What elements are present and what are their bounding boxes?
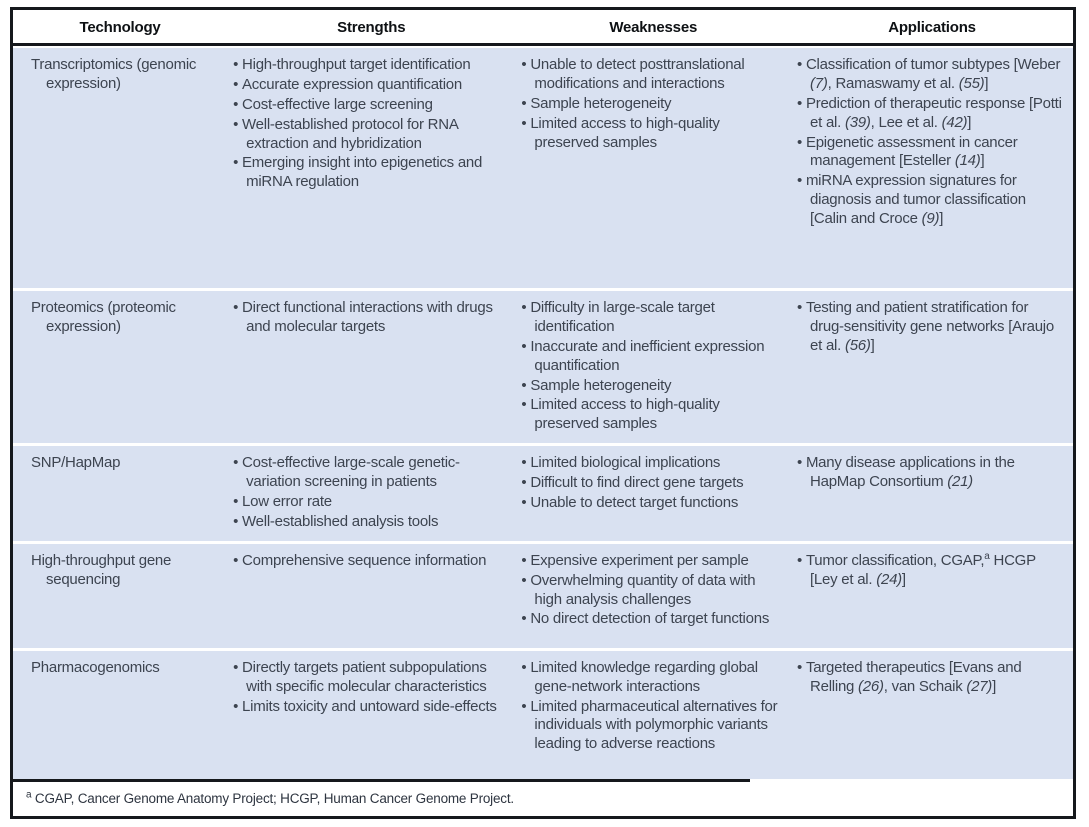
column-header-applications: Applications (888, 19, 976, 36)
strengths-cell (227, 48, 515, 288)
bullet-item: • Emerging insight into epigenetics and miRNA regulation (233, 154, 505, 192)
bullet-list (233, 552, 505, 571)
bullet-list (797, 552, 1063, 590)
table-row (13, 48, 1073, 288)
bullet-item: • Well-established protocol for RNA extraction and hybridization (233, 116, 505, 154)
bullet-item: • Limited biological implications (521, 454, 781, 473)
bullet-item: • Difficult to find direct gene targets (521, 474, 781, 493)
bullet-list (521, 56, 781, 152)
bullet-item: • miRNA expression signatures for diagnosis and tumor classification [Calin and Croce (9)] (797, 172, 1063, 229)
bullet-item: • Cost-effective large screening (233, 96, 505, 115)
bullet-item: • Tumor classification, CGAP,$^a$ HCGP [Ley et al. (24)] (797, 552, 1063, 590)
bullet-item: • High-throughput target identification (233, 56, 505, 75)
weaknesses-cell (515, 48, 791, 288)
technology-label: Pharmacogenomics (31, 658, 160, 676)
bullet-item: • Targeted therapeutics [Evans and Relling (26), van Schaik (27)] (797, 659, 1063, 697)
bullet-item: • Cost-effective large-scale genetic-variation screening in patients (233, 454, 505, 492)
bullet-list (797, 454, 1063, 492)
bullet-list (521, 299, 781, 434)
bullet-item: • Unable to detect target functions (521, 494, 781, 513)
column-header-weaknesses: Weaknesses (609, 19, 698, 36)
technology-cell (13, 291, 227, 443)
technology-cell (13, 544, 227, 648)
table-footnote: $^a$ CGAP, Cancer Genome Anatomy Project; HCGP, Human Cancer Genome Project. (13, 782, 1073, 816)
technology-label: Proteomics (proteomic expression) (31, 299, 176, 335)
table-body (13, 46, 1073, 779)
bullet-item: • Sample heterogeneity (521, 95, 781, 114)
bullet-list (233, 659, 505, 717)
bullet-item: • Comprehensive sequence information (233, 552, 505, 571)
applications-cell (791, 48, 1073, 288)
applications-cell (791, 291, 1073, 443)
bullet-list (233, 299, 505, 337)
technology-label: Transcriptomics (genomic expression) (31, 56, 197, 92)
bullet-item: • Inaccurate and inefficient expression quantification (521, 338, 781, 376)
bullet-item: • Limited knowledge regarding global gene-network interactions (521, 659, 781, 697)
bullet-item: • Limited pharmaceutical alternatives for individuals with polymorphic variants leading to adverse reactions (521, 698, 781, 755)
bullet-list (797, 299, 1063, 356)
bullet-item: • Directly targets patient subpopulations with specific molecular characteristics (233, 659, 505, 697)
table-row (13, 544, 1073, 648)
bullet-item: • Prediction of therapeutic response [Potti et al. (39), Lee et al. (42)] (797, 95, 1063, 133)
bullet-item: • Well-established analysis tools (233, 513, 505, 532)
strengths-cell (227, 446, 515, 541)
bullet-item: • Low error rate (233, 493, 505, 512)
bullet-item: • Epigenetic assessment in cancer management [Esteller (14)] (797, 134, 1063, 172)
weaknesses-cell (515, 544, 791, 648)
bullet-item: • No direct detection of target functions (521, 610, 781, 629)
bullet-list (233, 56, 505, 192)
column-header-technology: Technology (79, 19, 161, 36)
bullet-item: • Limits toxicity and untoward side-effects (233, 698, 505, 717)
applications-cell (791, 446, 1073, 541)
bullet-item: • Unable to detect posttranslational modifications and interactions (521, 56, 781, 94)
bullet-list (521, 552, 781, 630)
table-header-row (13, 10, 1073, 46)
bullet-list (233, 454, 505, 532)
strengths-cell (227, 291, 515, 443)
table-row (13, 651, 1073, 779)
technology-cell (13, 651, 227, 779)
bullet-item: • Testing and patient stratification for drug-sensitivity gene networks [Araujo et al. (56)] (797, 299, 1063, 356)
bullet-item: • Accurate expression quantification (233, 76, 505, 95)
bullet-item: • Limited access to high-quality preserved samples (521, 115, 781, 153)
table-row (13, 446, 1073, 541)
bullet-item: • Sample heterogeneity (521, 377, 781, 396)
weaknesses-cell (515, 651, 791, 779)
weaknesses-cell (515, 446, 791, 541)
bullet-item: • Limited access to high-quality preserved samples (521, 396, 781, 434)
table-row (13, 291, 1073, 443)
technology-label: High-throughput gene sequencing (31, 551, 172, 588)
bullet-list (521, 454, 781, 513)
bullet-list (797, 659, 1063, 697)
bullet-item: • Difficulty in large-scale target identification (521, 299, 781, 337)
bullet-list (521, 659, 781, 754)
applications-cell (791, 651, 1073, 779)
bullet-item: • Expensive experiment per sample (521, 552, 781, 571)
bullet-item: • Direct functional interactions with drugs and molecular targets (233, 299, 505, 337)
technology-label: SNP/HapMap (31, 454, 121, 472)
technology-cell (13, 48, 227, 288)
bullet-item: • Classification of tumor subtypes [Weber (7), Ramaswamy et al. (55)] (797, 56, 1063, 94)
omics-technology-table (10, 7, 1076, 819)
column-header-strengths: Strengths (337, 19, 406, 36)
bullet-item: • Many disease applications in the HapMap Consortium (21) (797, 454, 1063, 492)
bullet-list (797, 56, 1063, 229)
weaknesses-cell (515, 291, 791, 443)
applications-cell (791, 544, 1073, 648)
bullet-item: • Overwhelming quantity of data with high analysis challenges (521, 572, 781, 610)
technology-cell (13, 446, 227, 541)
strengths-cell (227, 544, 515, 648)
strengths-cell (227, 651, 515, 779)
